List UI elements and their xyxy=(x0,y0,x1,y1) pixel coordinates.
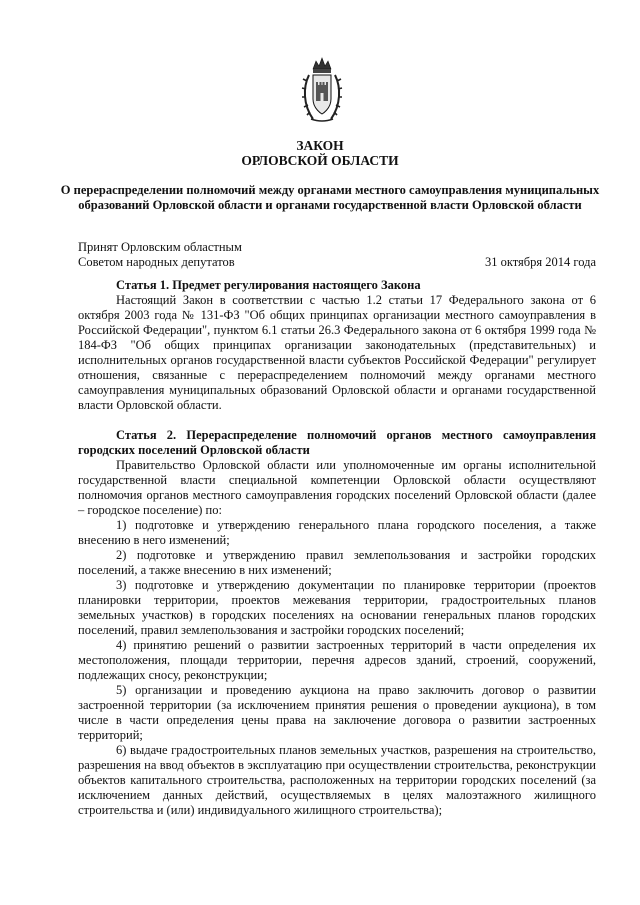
article-2-item: 3) подготовке и утверждению документации по планировке территории (проектов планировки территории, проектов межевания территории, градостроительных планов земельных участков) в городских поселениях на основании генеральных планов городских поселений, правил землепользования и застройки городских поселений; xyxy=(78,578,596,637)
law-body xyxy=(78,278,596,818)
law-region-title: ОРЛОВСКОЙ ОБЛАСТИ xyxy=(241,153,399,168)
article-2-item: 5) организации и проведению аукциона на право заключить договор о развитии застроенной территории (за исключением принятия решения о проведении аукциона), в том числе в части определения цены права на заключение договора о развитии застроенных территорий; xyxy=(78,683,596,742)
adoption-block xyxy=(78,240,596,270)
article-1-title: Статья 1. Предмет регулирования настоящего Закона xyxy=(116,278,421,292)
law-title: ЗАКОН xyxy=(296,138,344,153)
adoption-row xyxy=(78,255,596,270)
article-1-text: Настоящий Закон в соответствии с частью 1.2 статьи 17 Федерального закона от 6 октября 2003 года № 131-ФЗ "Об общих принципах организации местного самоуправления в Российской Федерации", пунктом 6.1 статьи 26.3 Федерального закона от 6 октября 1999 года № 184-ФЗ "Об общих принципах организации законодательных (представительных) и исполнительных органов государственной власти субъектов Российской Федерации" регулирует отношения, связанные с перераспределением полномочий между органами местного самоуправления муниципальных образований Орловской области и органами государственной власти Орловской области. xyxy=(78,293,596,412)
adoption-line1: Принят Орловским областным xyxy=(78,240,242,254)
article-2-item: 1) подготовке и утверждению генерального плана городского поселения, а также внесению в него изменений; xyxy=(78,518,596,547)
article-2-title: Статья 2. Перераспределение полномочий органов местного самоуправления городских поселений Орловской области xyxy=(78,428,596,457)
coat-of-arms-emblem xyxy=(301,55,343,125)
law-subject: О перераспределении полномочий между органами местного самоуправления муниципальных образований Орловской области и органами государственной власти Орловской области xyxy=(60,183,600,212)
coat-of-arms-icon xyxy=(301,55,343,125)
adoption-date: 31 октября 2014 года xyxy=(484,255,596,269)
article-2-item: 6) выдаче градостроительных планов земельных участков, разрешения на строительство, разрешения на ввод объектов в эксплуатацию при осуществлении строительства, реконструкции объектов капитального строительства, расположенных на территории городских поселений (за исключением данных действий, осуществляемых в целях малоэтажного жилищного строительства и (или) индивидуального жилищного строительства); xyxy=(78,743,596,817)
adoption-line2: Советом народных депутатов xyxy=(78,255,235,269)
article-2-intro: Правительство Орловской области или уполномоченные им органы исполнительной государственной власти специальной компетенции Орловской области осуществляют полномочия органов местного самоуправления городских поселений Орловской области (далее – городское поселение) по: xyxy=(78,458,596,517)
article-2-item: 4) принятию решений о развитии застроенных территорий в части определения их местоположения, площади территории, перечня адресов зданий, строений, сооружений, подлежащих сносу, реконструкции; xyxy=(78,638,596,682)
article-2-item: 2) подготовке и утверждению правил землепользования и застройки городских поселений, а также внесению в них изменений; xyxy=(78,548,596,577)
